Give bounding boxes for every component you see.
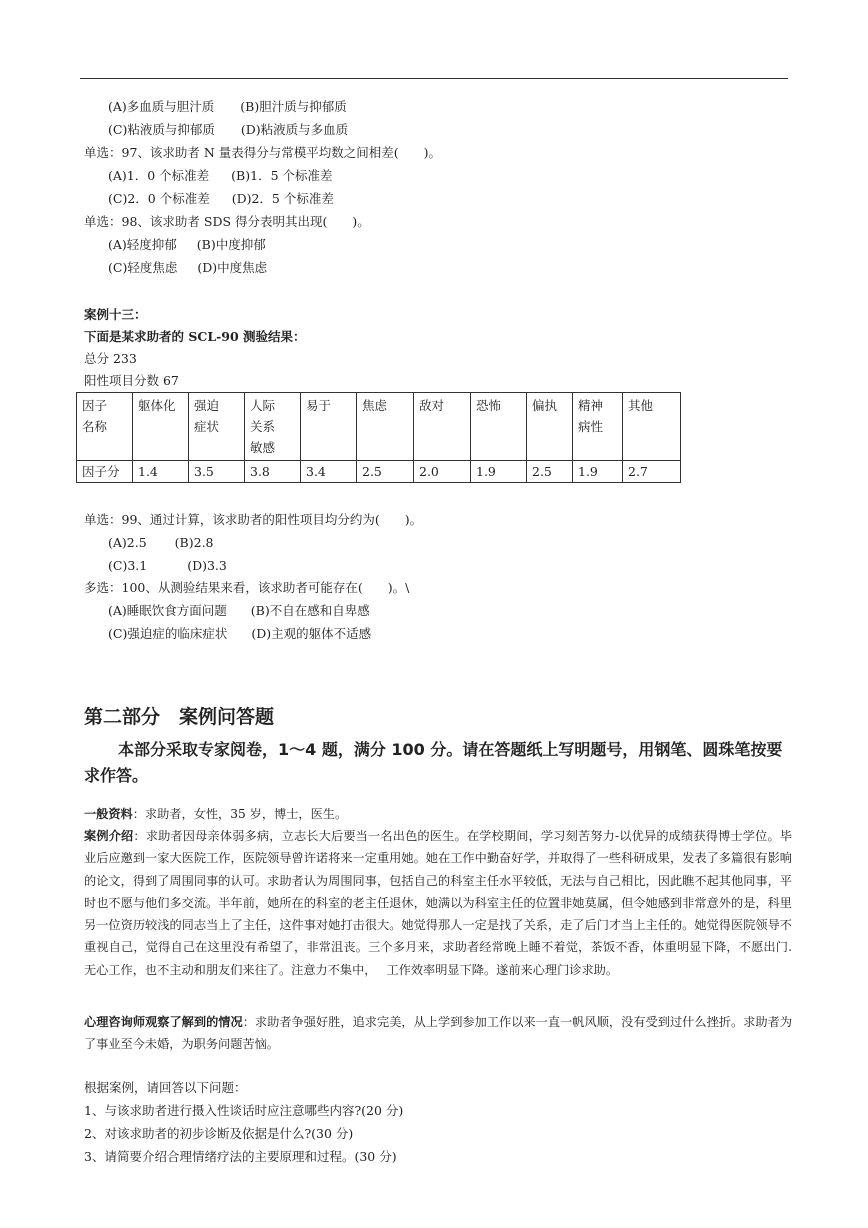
q100-option-a: (A)睡眠饮食方面问题 (108, 603, 227, 618)
case13-title: 案例十三： (84, 307, 147, 322)
case-intro (84, 825, 792, 981)
q97-option-a: (A)1．0 个标准差 (108, 168, 210, 183)
q98-option-c: (C)轻度焦虑 (108, 260, 178, 275)
scl90-table (76, 392, 681, 483)
q98-option-a: (A)轻度抑郁 (108, 237, 177, 252)
value-cell: 2.5 (527, 461, 573, 483)
general-info-text: ：求助者，女性，35 岁，博士，医生。 (132, 807, 348, 821)
q96-option-row-1 (108, 99, 347, 115)
row-label-cell: 因子分 (77, 461, 133, 483)
general-info-label: 一般资料 (84, 807, 133, 821)
case-intro-label: 案例介绍 (84, 829, 134, 843)
header-cell-other: 其他 (623, 393, 681, 461)
q96-option-b: (B)胆汁质与抑郁质 (240, 99, 347, 114)
value-cell: 3.8 (245, 461, 301, 483)
question-item-3: 3、请简要介绍合理情绪疗法的主要原理和过程。(30 分) (84, 1149, 397, 1164)
q99-option-c: (C)3.1 (108, 558, 148, 573)
header-cell-paranoid: 偏执 (527, 393, 573, 461)
observation-text: ：求助者争强好胜，追求完美，从上学到参加工作以来一直一帆风顺，没有受到过什么挫折。求助者为了事业至今未婚，为职务问题苦恼。 (84, 1015, 793, 1052)
value-cell: 3.5 (189, 461, 245, 483)
value-cell: 1.9 (573, 461, 623, 483)
value-cell: 3.4 (301, 461, 357, 483)
table-header-row (77, 393, 681, 461)
question-item-2: 2、对该求助者的初步诊断及依据是什么?(30 分) (84, 1126, 354, 1141)
q100-option-row-1 (108, 603, 370, 619)
q98-option-b: (B)中度抑郁 (196, 237, 266, 252)
q100-option-row-2 (108, 626, 371, 642)
header-rule (80, 78, 788, 79)
header-cell-psychoticism: 精神 病性 (573, 393, 623, 461)
observation (84, 1011, 792, 1056)
header-cell-hostility: 敌对 (414, 393, 471, 461)
header-cell-interpersonal: 人际 关系 敏感 (245, 393, 301, 461)
header-cell-phobic: 恐怖 (471, 393, 527, 461)
q96-option-a: (A)多血质与胆汁质 (108, 99, 215, 114)
q98-question: 单选：98、该求助者 SDS 得分表明其出现( )。 (84, 214, 370, 229)
q97-option-row-2 (108, 191, 334, 207)
q98-option-row-1 (108, 237, 266, 253)
header-cell-obsessive: 强迫 症状 (189, 393, 245, 461)
value-cell: 1.4 (133, 461, 189, 483)
table-row (77, 461, 681, 483)
q97-option-b: (B)1．5 个标准差 (231, 168, 333, 183)
q100-option-d: (D)主观的躯体不适感 (251, 626, 372, 641)
q96-option-c: (C)粘液质与抑郁质 (108, 122, 215, 137)
q97-option-c: (C)2．0 个标准差 (108, 191, 210, 206)
q98-option-row-2 (108, 260, 267, 276)
q100-question: 多选：100、从测验结果来看，该求助者可能存在( )。\ (84, 580, 410, 595)
section-intro: 本部分采取专家阅卷，1～4 题，满分 100 分。请在答题纸上写明题号，用钢笔、圆珠笔按要求作答。 (84, 740, 783, 785)
q97-option-row-1 (108, 168, 333, 184)
question-item-1: 1、与该求助者进行摄入性谈话时应注意哪些内容?(20 分) (84, 1103, 404, 1118)
section-title: 第二部分 案例问答题 (84, 706, 275, 728)
header-cell-depression: 易于 (301, 393, 357, 461)
header-cell-anxiety: 焦虑 (357, 393, 414, 461)
q97-option-d: (D)2．5 个标准差 (231, 191, 334, 206)
q100-option-c: (C)强迫症的临床症状 (108, 626, 228, 641)
q99-option-a: (A)2.5 (108, 535, 147, 550)
q99-option-d: (D)3.3 (187, 558, 227, 573)
q96-option-row-2 (108, 122, 348, 138)
q97-question: 单选：97、该求助者 N 量表得分与常模平均数之间相差( )。 (84, 145, 442, 160)
q99-option-row-1 (108, 535, 214, 551)
case13-total: 总分 233 (84, 351, 137, 366)
value-cell: 2.0 (414, 461, 471, 483)
case-intro-text: ：求助者因母亲体弱多病，立志长大后要当一名出色的医生。在学校期间，学习刻苦努力-以优异的成绩获得博士学位。毕业后应邀到一家大医院工作，医院领导曾许诺将来一定重用她。她在工作中勤奋好学，并取得了一些科研成果，发表了多篇很有影响的论文，得到了周围同事的认可。求助者认为周围同事，包括自己的科室主任水平较低，无法与自己相比，因此瞧不起其他同事，平时也不愿与他们多交流。半年前，她所在的科室的老主任退休，她满以为科室主任的位置非她莫属，但令她感到非常意外的是，科里另一位资历较浅的同志当上了主任，这件事对她打击很大。她觉得那人一定是找了关系，走了后门才当上主任的。她觉得医院领导不重视自己，觉得自己在这里没有希望了，非常沮丧。三个多月来，求助者经常晚上睡不着觉，茶饭不香，体重明显下降，不愿出门. 无心工作，也不主动和朋友们来往了。注意力不集中， 工作效率明显下降。遂前来心理门诊求助。 (84, 829, 793, 977)
q99-option-row-2 (108, 558, 227, 574)
observation-label: 心理咨询师观察了解到的情况 (84, 1015, 243, 1029)
value-cell: 2.7 (623, 461, 681, 483)
q99-question: 单选：99、通过计算，该求助者的阳性项目均分约为( )。 (84, 512, 423, 527)
header-cell-somatization: 躯体化 (133, 393, 189, 461)
case13-positive-items: 阳性项目分数 67 (84, 373, 179, 388)
q100-option-b: (B)不自在感和自卑感 (250, 603, 370, 618)
case13-subtitle: 下面是某求助者的 SCL-90 测验结果： (84, 329, 306, 344)
q98-option-d: (D)中度焦虑 (197, 260, 268, 275)
header-cell-factor-name: 因子 名称 (77, 393, 133, 461)
q96-option-d: (D)粘液质与多血质 (240, 122, 349, 137)
value-cell: 2.5 (357, 461, 414, 483)
general-info (84, 803, 792, 825)
questions-lead: 根据案例，请回答以下问题： (84, 1080, 247, 1095)
value-cell: 1.9 (471, 461, 527, 483)
q99-option-b: (B)2.8 (174, 535, 214, 550)
